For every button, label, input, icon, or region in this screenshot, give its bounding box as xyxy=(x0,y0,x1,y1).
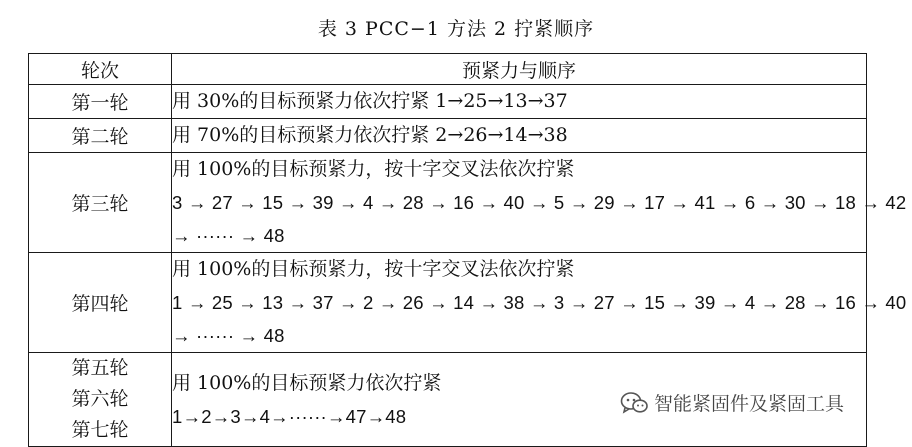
round-label: 第五轮 xyxy=(71,357,129,379)
content-line: 用 30%的目标预紧力依次拧紧 1→25→13→37 xyxy=(172,90,568,112)
table-header-row xyxy=(29,54,867,85)
table-row xyxy=(29,119,867,153)
table-row xyxy=(29,153,867,253)
content-cell xyxy=(172,119,867,153)
content-line: 用 70%的目标预紧力依次拧紧 2→26→14→38 xyxy=(172,124,568,146)
table-row xyxy=(29,253,867,353)
content-cell xyxy=(172,253,907,353)
content-cell xyxy=(172,153,907,253)
round-cell: 第三轮 xyxy=(29,153,172,253)
header-round: 轮次 xyxy=(29,54,172,85)
content-line: 用 100%的目标预紧力，按十字交叉法依次拧紧 xyxy=(172,158,575,180)
content-line: 用 100%的目标预紧力，按十字交叉法依次拧紧 xyxy=(172,258,575,280)
content-cell xyxy=(172,85,867,119)
watermark-text: 智能紧固件及紧固工具 xyxy=(654,393,845,415)
tightening-sequence-table xyxy=(28,53,907,447)
round-cell: 第一轮 xyxy=(29,85,172,119)
round-cell: 第二轮 xyxy=(29,119,172,153)
round-cell xyxy=(29,353,172,447)
table-row xyxy=(29,85,867,119)
content-line: 用 100%的目标预紧力依次拧紧 xyxy=(172,371,442,394)
table-title: 表 3 PCC−1 方法 2 拧紧顺序 xyxy=(317,18,595,40)
round-cell: 第四轮 xyxy=(29,253,172,353)
wechat-icon xyxy=(620,391,648,415)
round-label: 第七轮 xyxy=(71,419,129,441)
sequence-line: → ······ → 48 xyxy=(172,225,285,246)
header-content: 预紧力与顺序 xyxy=(172,54,867,85)
sequence-line: → ······ → 48 xyxy=(172,325,285,346)
watermark xyxy=(620,389,844,416)
sequence-line: 3 → 27 → 15 → 39 → 4 → 28 → 16 → 40 → 5 → 29 → 17 → 41 → 6 → 30 → 18 → 42 xyxy=(172,192,907,213)
sequence-line: 1 → 25 → 13 → 37 → 2 → 26 → 14 → 38 → 3 → 27 → 15 → 39 → 4 → 28 → 16 → 40 xyxy=(172,292,907,313)
sequence-line: 1→2→3→4→······→47→48 xyxy=(172,405,407,427)
round-label: 第六轮 xyxy=(71,388,129,410)
